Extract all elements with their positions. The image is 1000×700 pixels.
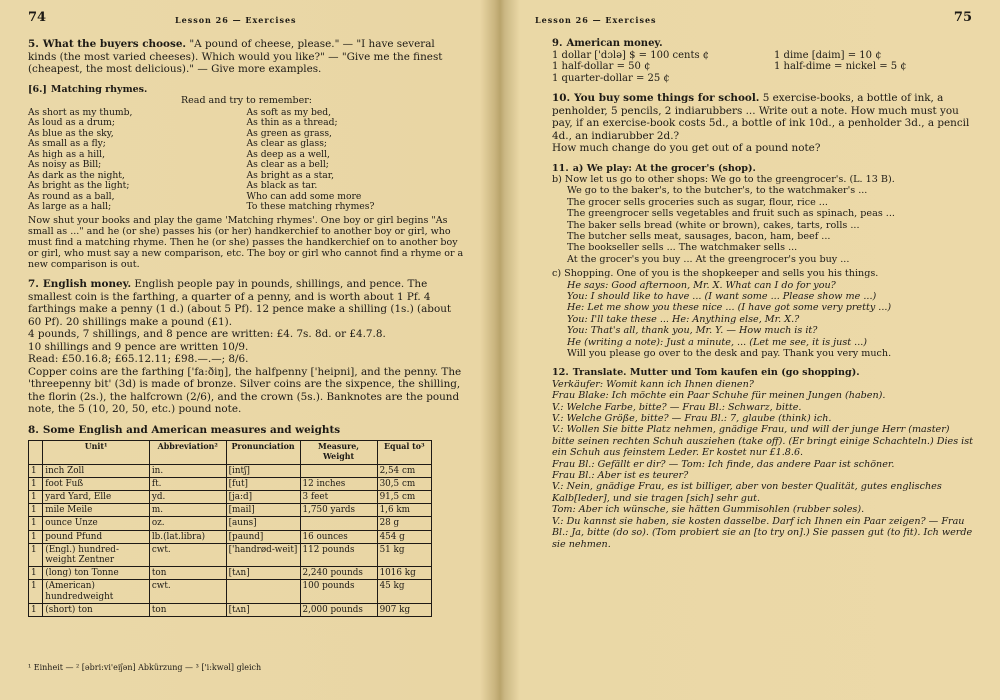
- table-cell: [300, 517, 377, 530]
- table-cell: (long) ton Tonne: [43, 567, 150, 580]
- measures-header-col-6: Equal to³: [377, 441, 431, 464]
- exercise-10-text: 5 exercise-books, a bottle of ink, a penholder, 5 pencils, 2 indiarubbers ... Write out a note. How much must you pay, if an exercise-book costs 5d., a bottle of ink 10d., a penholder 3d., a pencil 4d., an indiarubber 2d.?: [552, 92, 970, 142]
- rhyme-left-7: As dark as the night,: [28, 169, 125, 181]
- right-header: Lesson 26 — Exercises: [535, 15, 657, 25]
- table-row: [29, 477, 432, 490]
- measures-header-col-5: Measure, Weight: [300, 441, 377, 464]
- page-number-right: 75: [953, 10, 972, 25]
- rhyme-right-10: To these matching rhymes?: [246, 201, 375, 213]
- rhyme-right-5: As deep as a well,: [246, 148, 330, 160]
- table-cell: [300, 464, 377, 477]
- table-cell: cwt.: [149, 580, 226, 603]
- exercise-10-title: You buy some things for school.: [574, 92, 760, 104]
- exercise-11-b-line: The butcher sells meat, sausages, bacon, ham, beef ...: [567, 230, 831, 242]
- table-cell: foot Fuß: [43, 477, 150, 490]
- dialogue-line: Verkäufer: Womit kann ich Ihnen dienen?: [552, 378, 754, 390]
- table-cell: 1: [29, 464, 43, 477]
- exercise-8: [28, 424, 465, 617]
- table-cell: lb.(lat.libra): [149, 530, 226, 543]
- table-cell: 2,240 pounds: [300, 567, 377, 580]
- exercise-5: [28, 38, 465, 76]
- exercise-11-b-line: We go to the baker's, to the butcher's, to the watchmaker's ...: [567, 185, 868, 197]
- exercise-9: [552, 38, 974, 84]
- table-cell: 1: [29, 603, 43, 616]
- money-line: 1 quarter-dollar = 25 ¢: [552, 72, 670, 84]
- exercise-11-c-line: He (writing a note): Just a minute, ... (Let me see, it is just ...): [567, 336, 868, 348]
- table-row: [29, 530, 432, 543]
- dialogue-line: V.: Du kannst sie haben, sie kosten dasselbe. Darf ich Ihnen ein Paar zeigen? — Frau Bl.: Ja, bitte (do so). (Tom probiert sie an [to try on].) Sie passen gut (to fit). Ich werde sie nehmen.: [552, 515, 973, 550]
- money-line: 1 half-dollar = 50 ¢: [552, 61, 651, 72]
- table-cell: 3 feet: [300, 490, 377, 503]
- rhyme-left-2: As loud as a drum;: [28, 117, 115, 129]
- table-cell: [tʌn]: [226, 567, 300, 580]
- table-cell: 1,750 yards: [300, 504, 377, 517]
- measures-header-col-4: Pronunciation: [226, 441, 300, 464]
- table-cell: 1016 kg: [377, 567, 431, 580]
- table-cell: 45 kg: [377, 580, 431, 603]
- rhymes-table: [28, 108, 465, 213]
- rhyme-right-8: As black as tar.: [246, 180, 318, 192]
- table-cell: [ja:d]: [226, 490, 300, 503]
- exercise-11-c-line: You: That's all, thank you, Mr. Y. — How much is it?: [567, 325, 818, 337]
- table-cell: [auns]: [226, 517, 300, 530]
- exercise-12: [552, 367, 974, 550]
- table-cell: 2,000 pounds: [300, 603, 377, 616]
- table-cell: 1: [29, 530, 43, 543]
- measures-header-col-3: Abbreviation²: [149, 441, 226, 464]
- table-cell: yd.: [149, 490, 226, 503]
- table-cell: 51 kg: [377, 543, 431, 566]
- right-content: [552, 38, 974, 558]
- table-cell: 1: [29, 504, 43, 517]
- exercise-11: [552, 163, 974, 360]
- table-row: [29, 603, 432, 616]
- table-cell: 1: [29, 477, 43, 490]
- table-cell: 1: [29, 517, 43, 530]
- table-cell: ton: [149, 603, 226, 616]
- exercise-12-number: 12.: [552, 367, 569, 379]
- exercise-8-number: 8.: [28, 423, 39, 436]
- page-number-left: 74: [28, 10, 47, 25]
- exercise-11-c-line: You: I'll take these ... He: Anything else, Mr. X.?: [567, 313, 800, 325]
- table-row: [29, 504, 432, 517]
- table-cell: cwt.: [149, 543, 226, 566]
- table-cell: 28 g: [377, 517, 431, 530]
- rhyme-right-3: As green as grass,: [246, 127, 332, 139]
- table-cell: oz.: [149, 517, 226, 530]
- exercise-11-b-line: b) Now let us go to other shops: We go to the greengrocer's. (L. 13 B).: [552, 173, 895, 185]
- table-cell: ounce Unze: [43, 517, 150, 530]
- table-row: [29, 517, 432, 530]
- table-cell: 1: [29, 580, 43, 603]
- rhyme-right-2: As thin as a thread;: [246, 117, 338, 129]
- exercise-11-c-line: You: I should like to have ... (I want some ... Please show me ...): [567, 290, 877, 302]
- right-page: [510, 0, 1000, 700]
- exercise-7-number: 7.: [28, 278, 39, 291]
- dialogue-line: Frau Blake: Ich möchte ein Paar Schuhe für meinen Jungen (haben).: [552, 390, 886, 402]
- table-cell: pound Pfund: [43, 530, 150, 543]
- exercise-7: [28, 278, 465, 416]
- rhyme-right-6: As clear as a bell;: [246, 159, 329, 171]
- table-cell: ft.: [149, 477, 226, 490]
- rhyme-left-6: As noisy as Bill;: [28, 159, 102, 171]
- table-cell: [226, 580, 300, 603]
- dialogue-line: V.: Welche Größe, bitte? — Frau Bl.: 7, glaube (think) ich.: [552, 413, 832, 425]
- table-cell: 30,5 cm: [377, 477, 431, 490]
- table-row: [29, 490, 432, 503]
- rhymes-intro: Read and try to remember:: [181, 94, 312, 106]
- table-cell: 91,5 cm: [377, 490, 431, 503]
- table-cell: (American) hundredweight: [43, 580, 150, 603]
- exercise-6-number: [6.]: [28, 83, 47, 95]
- money-p3: 10 shillings and 9 pence are written 10/9.: [28, 340, 249, 353]
- table-cell: 1,6 km: [377, 504, 431, 517]
- money-line: 1 dime [daim] = 10 ¢: [774, 49, 882, 61]
- exercise-6: [28, 84, 465, 271]
- table-cell: 16 ounces: [300, 530, 377, 543]
- measures-table: [28, 440, 432, 617]
- exercise-11-c-line: Will you please go over to the desk and pay. Thank you very much.: [567, 348, 892, 359]
- money-line: 1 half-dime = nickel = 5 ¢: [774, 61, 907, 72]
- table-cell: (Engl.) hundred-weight Zentner: [43, 543, 150, 566]
- left-header: Lesson 26 — Exercises: [175, 15, 297, 25]
- table-cell: 112 pounds: [300, 543, 377, 566]
- dialogue-line: Frau Bl.: Aber ist es teurer?: [552, 470, 689, 482]
- table-cell: [mail]: [226, 504, 300, 517]
- exercise-6-title: Matching rhymes.: [50, 83, 148, 95]
- dialogue-line: V.: Nein, gnädige Frau, es ist billiger, aber von bester Qualität, gutes englisches Kalb[leder], und sie tragen [sich] sehr gut.: [552, 481, 942, 504]
- rhyme-right-7: As bright as a star,: [246, 169, 335, 181]
- exercise-11-a-title: a) We play: At the grocer's (shop).: [572, 162, 756, 174]
- left-content: [28, 38, 465, 617]
- table-cell: 1: [29, 567, 43, 580]
- table-cell: [paund]: [226, 530, 300, 543]
- dialogue-line: Frau Bl.: Gefällt er dir? — Tom: Ich finde, das andere Paar ist schöner.: [552, 458, 895, 470]
- table-cell: (short) ton: [43, 603, 150, 616]
- rhyme-left-4: As small as a fly;: [28, 138, 106, 150]
- exercise-11-number: 11.: [552, 162, 569, 174]
- table-cell: yard Yard, Elle: [43, 490, 150, 503]
- measures-header-col-2: Unit¹: [43, 441, 150, 464]
- dialogue-line: Tom: Aber ich wünsche, sie hätten Gummisohlen (rubber soles).: [552, 504, 865, 516]
- rhyme-right-1: As soft as my bed,: [246, 106, 332, 118]
- exercise-10: [552, 92, 974, 155]
- table-cell: [intʃ]: [226, 464, 300, 477]
- exercise-11-b-line: The baker sells bread (white or brown), cakes, tarts, rolls ...: [567, 219, 860, 231]
- rhyme-left-9: As round as a ball,: [28, 190, 115, 202]
- exercise-5-title: What the buyers choose.: [42, 38, 187, 50]
- table-cell: m.: [149, 504, 226, 517]
- table-cell: 12 inches: [300, 477, 377, 490]
- exercise-10-question: How much change do you get out of a pound note?: [552, 142, 821, 154]
- exercise-5-number: 5.: [28, 38, 39, 50]
- table-cell: inch Zoll: [43, 464, 150, 477]
- exercise-11-b-line: The bookseller sells ... The watchmaker sells ...: [567, 242, 798, 254]
- table-row: [29, 580, 432, 603]
- rhyme-right-9: Who can add some more: [246, 190, 362, 202]
- dialogue-line: V.: Wollen Sie bitte Platz nehmen, gnädige Frau, und will der junge Herr (master) bitte seinen rechten Schuh ausziehen (take off). (Er bringt einige Schachteln.) Dies ist ein Schuh aus feinstem Leder. Er kostet nur £1.8.6.: [552, 424, 974, 459]
- table-cell: 1: [29, 490, 43, 503]
- table-row: [29, 464, 432, 477]
- exercise-9-title: American money.: [566, 38, 663, 49]
- money-line: 1 dollar ['dɔlə] $ = 100 cents ¢: [552, 49, 710, 61]
- exercise-11-b-line: The greengrocer sells vegetables and fruit such as spinach, peas ...: [567, 208, 895, 220]
- exercise-12-title: Translate. Mutter und Tom kaufen ein (go shopping).: [572, 367, 860, 379]
- table-cell: ton: [149, 567, 226, 580]
- exercise-11-c-line: He says: Good afternoon, Mr. X. What can I do for you?: [567, 279, 836, 291]
- exercise-5-text: "A pound of cheese, please." — "I have several kinds (the most varied cheeses). Which would you like?" — "Give me the finest (cheapest, the most delicious)." — Give more examples.: [28, 38, 443, 75]
- rhyme-left-10: As large as a hall;: [28, 201, 112, 213]
- table-cell: in.: [149, 464, 226, 477]
- table-cell: [fut]: [226, 477, 300, 490]
- table-cell: [tʌn]: [226, 603, 300, 616]
- rhyme-left-8: As bright as the light;: [28, 180, 130, 192]
- table-cell: mile Meile: [43, 504, 150, 517]
- exercise-10-number: 10.: [552, 92, 571, 104]
- rhyme-left-5: As high as a hill,: [28, 148, 106, 160]
- rhyme-right-4: As clear as glass;: [246, 138, 328, 150]
- measures-header-col-1: [29, 441, 43, 464]
- exercise-11-c-line: He: Let me show you these nice ... (I have got some very pretty ...): [567, 302, 892, 314]
- table-cell: 1: [29, 543, 43, 566]
- dialogue-line: V.: Welche Farbe, bitte? — Frau Bl.: Schwarz, bitte.: [552, 401, 802, 413]
- rhyme-left-3: As blue as the sky,: [28, 127, 114, 139]
- exercise-7-title: English money.: [42, 278, 132, 291]
- table-cell: 100 pounds: [300, 580, 377, 603]
- money-p5: Copper coins are the farthing ['fa:ðiŋ], the halfpenny ['heipni], and the penny. The 'threepenny bit' (3d) is made of bronze. Silver coins are the sixpence, the shilling, the florin (2s.), the halfcrown (2/6), and the crown (5s.). Banknotes are the pound note, the 5 (10, 20, 50, etc.) pound note.: [28, 365, 462, 416]
- left-page: [0, 0, 490, 700]
- rhymes-paragraph: Now shut your books and play the game 'Matching rhymes'. One boy or girl begins "As small as ..." and he (or she) passes his (or her) handkerchief to another boy or girl, who must find a matching rhyme. Then he (or she) passes the handkerchief on to another boy or girl, who must say a new comparison, etc. The boy or girl who cannot find a rhyme or a new comparison is out.: [28, 214, 464, 271]
- money-p1: English people pay in pounds, shillings, and pence. The smallest coin is the farthing, a quarter of a penny, and is worth about 1 Pf. 4 farthings make a penny (1 d.) (about 5 Pf). 12 pence make a shilling (1s.) (about 60 Pf). 20 shillings make a pound (£1).: [28, 278, 452, 328]
- table-cell: 2,54 cm: [377, 464, 431, 477]
- american-money-grid: [552, 50, 974, 85]
- table-cell: 454 g: [377, 530, 431, 543]
- table-cell: 907 kg: [377, 603, 431, 616]
- table-row: [29, 543, 432, 566]
- table-cell: ['handrød-weit]: [226, 543, 300, 566]
- table-row: [29, 567, 432, 580]
- money-p4: Read: £50.16.8; £65.12.11; £98.—.—; 8/6.: [28, 353, 249, 366]
- exercise-9-number: 9.: [552, 38, 563, 49]
- exercise-11-c-line: c) Shopping. One of you is the shopkeeper and sells you his things.: [552, 268, 879, 280]
- money-p2: 4 pounds, 7 shillings, and 8 pence are written: £4. 7s. 8d. or £4.7.8.: [28, 328, 386, 341]
- exercise-11-b-line: At the grocer's you buy ... At the greengrocer's you buy ...: [567, 253, 850, 265]
- footnote: ¹ Einheit — ² [əbri:vi'eiʃən] Abkürzung — ³ ['i:kwəl] gleich: [28, 663, 262, 672]
- exercise-8-title: Some English and American measures and weights: [42, 423, 341, 436]
- exercise-11-b-line: The grocer sells groceries such as sugar, flour, rice ...: [567, 196, 828, 208]
- rhyme-left-1: As short as my thumb,: [28, 106, 133, 118]
